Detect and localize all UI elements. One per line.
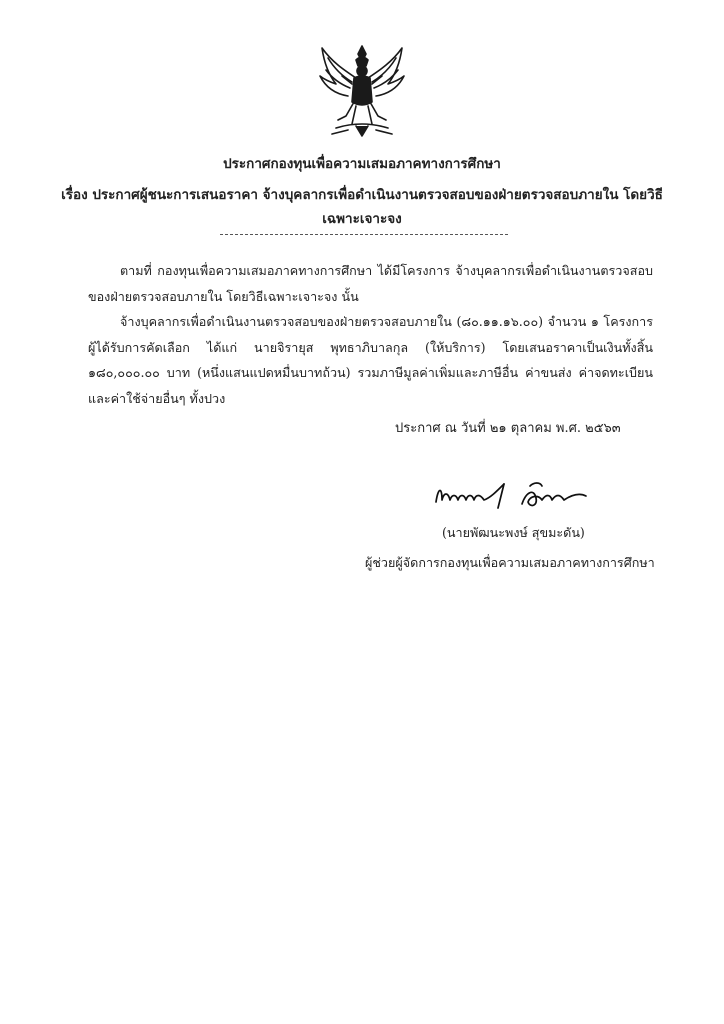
signer-name: (นายพัฒนะพงษ์ สุขมะดัน): [442, 525, 585, 540]
announcement-subject: เรื่อง ประกาศผู้ชนะการเสนอราคา จ้างบุคลากรเพื่อดำเนินงานตรวจสอบของฝ่ายตรวจสอบภายใน โดยวิธี: [61, 187, 663, 203]
announcement-date: ประกาศ ณ วันที่ ๒๑ ตุลาคม พ.ศ. ๒๕๖๓: [395, 421, 621, 436]
announcement-title: ประกาศกองทุนเพื่อความเสมอภาคทางการศึกษา: [223, 156, 501, 172]
body-paragraph-2: จ้างบุคลากรเพื่อดำเนินงานตรวจสอบของฝ่ายตรวจสอบภายใน (๘๐.๑๑.๑๖.๐๐) จำนวน ๑ โครงการ ผู้ได้รับการคัดเลือก ได้แก่ นายจิรายุส พุทธาภิบาลกุล (ให้บริการ) โดยเสนอราคาเป็นเงินทั้งสิ้น ๑๘๐,๐๐๐.๐๐ บาท (หนึ่งแสนแปดหมื่นบาทถ้วน) รวมภาษีมูลค่าเพิ่มและภาษีอื่น ค่าขนส่ง ค่าจดทะเบียน และค่าใช้จ่ายอื่นๆ ทั้งปวง: [88, 314, 653, 406]
dashed-divider: [220, 234, 508, 235]
handwritten-signature: [430, 478, 610, 514]
signer-position: ผู้ช่วยผู้จัดการกองทุนเพื่อความเสมอภาคทางการศึกษา: [365, 555, 655, 570]
announcement-subject-cont: เฉพาะเจาะจง: [322, 211, 402, 227]
garuda-emblem-icon: [316, 40, 408, 140]
body-paragraph-1: ตามที่ กองทุนเพื่อความเสมอภาคทางการศึกษา ได้มีโครงการ จ้างบุคลากรเพื่อดำเนินงานตรวจสอบของฝ่ายตรวจสอบภายใน โดยวิธีเฉพาะเจาะจง นั้น: [88, 263, 653, 304]
